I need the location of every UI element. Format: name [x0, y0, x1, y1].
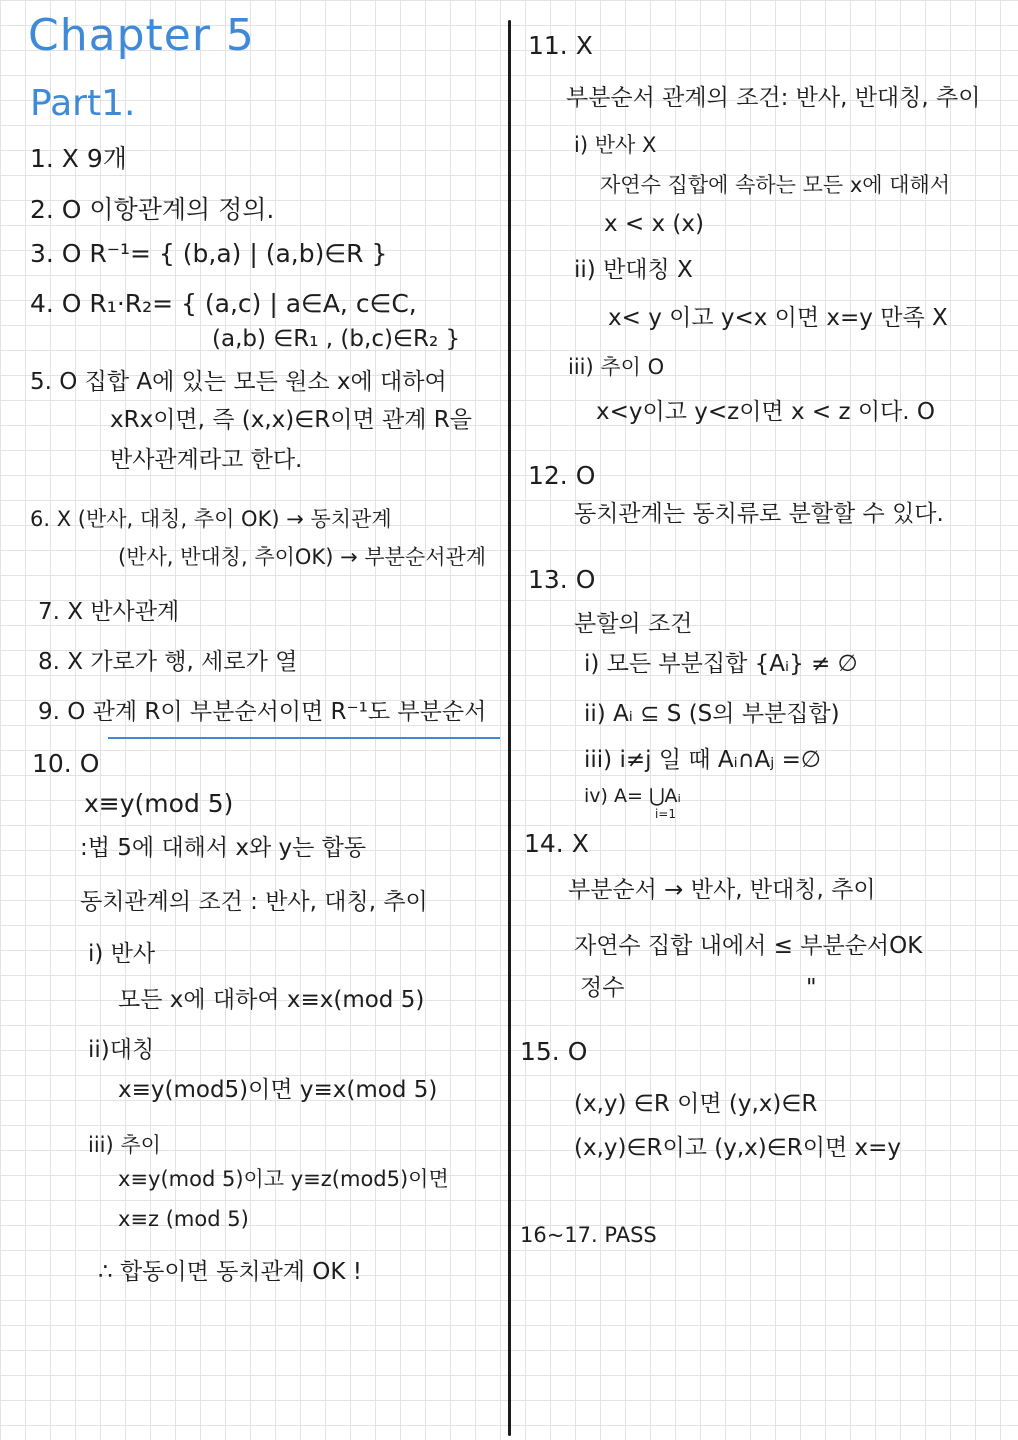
- answer-13-heading: 분할의 조건: [574, 611, 693, 637]
- answer-13-cond4: [584, 785, 681, 821]
- part-heading: Part1.: [30, 83, 136, 124]
- answer-5-line3: 반사관계라고 한다.: [110, 447, 303, 473]
- answer-10-transitive: iii) 추이: [88, 1133, 161, 1157]
- answer-10-transitive-detail1: x≡y(mod 5)이고 y≡z(mod5)이면: [118, 1167, 449, 1191]
- answer-6-line2: (반사, 반대칭, 추이OK) → 부분순서관계: [118, 545, 487, 569]
- answer-11: 11. X: [528, 31, 593, 60]
- answer-4-line2: (a,b) ∈R₁ , (b,c)∈R₂ }: [212, 326, 461, 352]
- answer-15: 15. O: [520, 1037, 588, 1066]
- union-operator: ⋃: [648, 785, 665, 807]
- answer-2: 2. O 이항관계의 정의.: [30, 195, 275, 224]
- answer-10-note: :법 5에 대해서 x와 y는 합동: [80, 835, 367, 861]
- answer-10-symmetric-detail: x≡y(mod5)이면 y≡x(mod 5): [118, 1077, 438, 1103]
- answer-11-reflexive: i) 반사 X: [574, 133, 657, 157]
- answer-1: 1. X 9개: [30, 144, 127, 173]
- answer-11-transitive: iii) 추이 O: [568, 355, 665, 379]
- answer-10-conditions: 동치관계의 조건 : 반사, 대칭, 추이: [80, 889, 428, 915]
- answer-12-detail: 동치관계는 동치류로 분할할 수 있다.: [574, 501, 944, 527]
- answer-16-17: 16~17. PASS: [520, 1223, 657, 1247]
- union-lower-limit: i=1: [654, 807, 676, 821]
- answer-14-detail1: 부분순서 → 반사, 반대칭, 추이: [568, 877, 876, 903]
- answer-13-cond4-lhs: iv) A=: [584, 785, 649, 807]
- answer-5-line2: xRx이면, 즉 (x,x)∈R이면 관계 R을: [110, 407, 472, 433]
- answer-7: 7. X 반사관계: [38, 599, 180, 625]
- answer-3: 3. O R⁻¹= { (b,a) | (a,b)∈R }: [30, 239, 388, 268]
- answer-5-line1: 5. O 집합 A에 있는 모든 원소 x에 대하여: [30, 369, 447, 395]
- answer-13-cond4-rhs: Aᵢ: [664, 785, 681, 807]
- answer-12: 12. O: [528, 461, 596, 490]
- answer-14: 14. X: [524, 829, 589, 858]
- answer-6-line1: 6. X (반사, 대칭, 추이 OK) → 동치관계: [30, 507, 392, 531]
- answer-11-reflexive-detail: 자연수 집합에 속하는 모든 x에 대해서: [600, 173, 951, 197]
- answer-10: 10. O: [32, 749, 100, 778]
- answer-11-antisymmetric: ii) 반대칭 X: [574, 257, 693, 283]
- answer-15-detail1: (x,y) ∈R 이면 (y,x)∈R: [574, 1091, 818, 1117]
- answer-9-underline: [108, 737, 500, 739]
- answer-11-reflexive-example: x < x (x): [604, 211, 704, 237]
- answer-9: 9. O 관계 R이 부분순서이면 R⁻¹도 부분순서: [38, 699, 487, 725]
- answer-11-antisymmetric-detail: x< y 이고 y<x 이면 x=y 만족 X: [608, 305, 948, 331]
- answer-13-cond3: iii) i≠j 일 때 Aᵢ∩Aⱼ =∅: [584, 747, 821, 773]
- answer-13-cond2: ii) Aᵢ ⊆ S (S의 부분집합): [584, 701, 840, 727]
- answer-13: 13. O: [528, 565, 596, 594]
- answer-10-transitive-detail2: x≡z (mod 5): [118, 1207, 249, 1231]
- answer-11-transitive-detail: x<y이고 y<z이면 x < z 이다. O: [596, 399, 935, 425]
- answer-10-reflexive-detail: 모든 x에 대하여 x≡x(mod 5): [118, 987, 425, 1013]
- answer-10-symmetric: ii)대칭: [88, 1037, 155, 1063]
- column-divider: [508, 20, 511, 1436]
- answer-14-detail2: 자연수 집합 내에서 ≤ 부분순서OK: [574, 933, 923, 959]
- answer-4-line1: 4. O R₁·R₂= { (a,c) | a∈A, c∈C,: [30, 289, 417, 318]
- answer-10-conclusion: ∴ 합동이면 동치관계 OK !: [98, 1259, 363, 1285]
- answer-14-integers: 정수: [580, 975, 625, 1001]
- answer-11-conditions: 부분순서 관계의 조건: 반사, 반대칭, 추이: [566, 85, 981, 111]
- answer-8: 8. X 가로가 행, 세로가 열: [38, 649, 298, 675]
- chapter-title: Chapter 5: [28, 10, 255, 61]
- answer-14-ditto-mark: ": [806, 975, 817, 1001]
- answer-10-reflexive: i) 반사: [88, 941, 156, 967]
- answer-10-congruence: x≡y(mod 5): [84, 789, 234, 818]
- answer-15-detail2: (x,y)∈R이고 (y,x)∈R이면 x=y: [574, 1135, 901, 1161]
- answer-13-cond1: i) 모든 부분집합 {Aᵢ} ≠ ∅: [584, 651, 858, 677]
